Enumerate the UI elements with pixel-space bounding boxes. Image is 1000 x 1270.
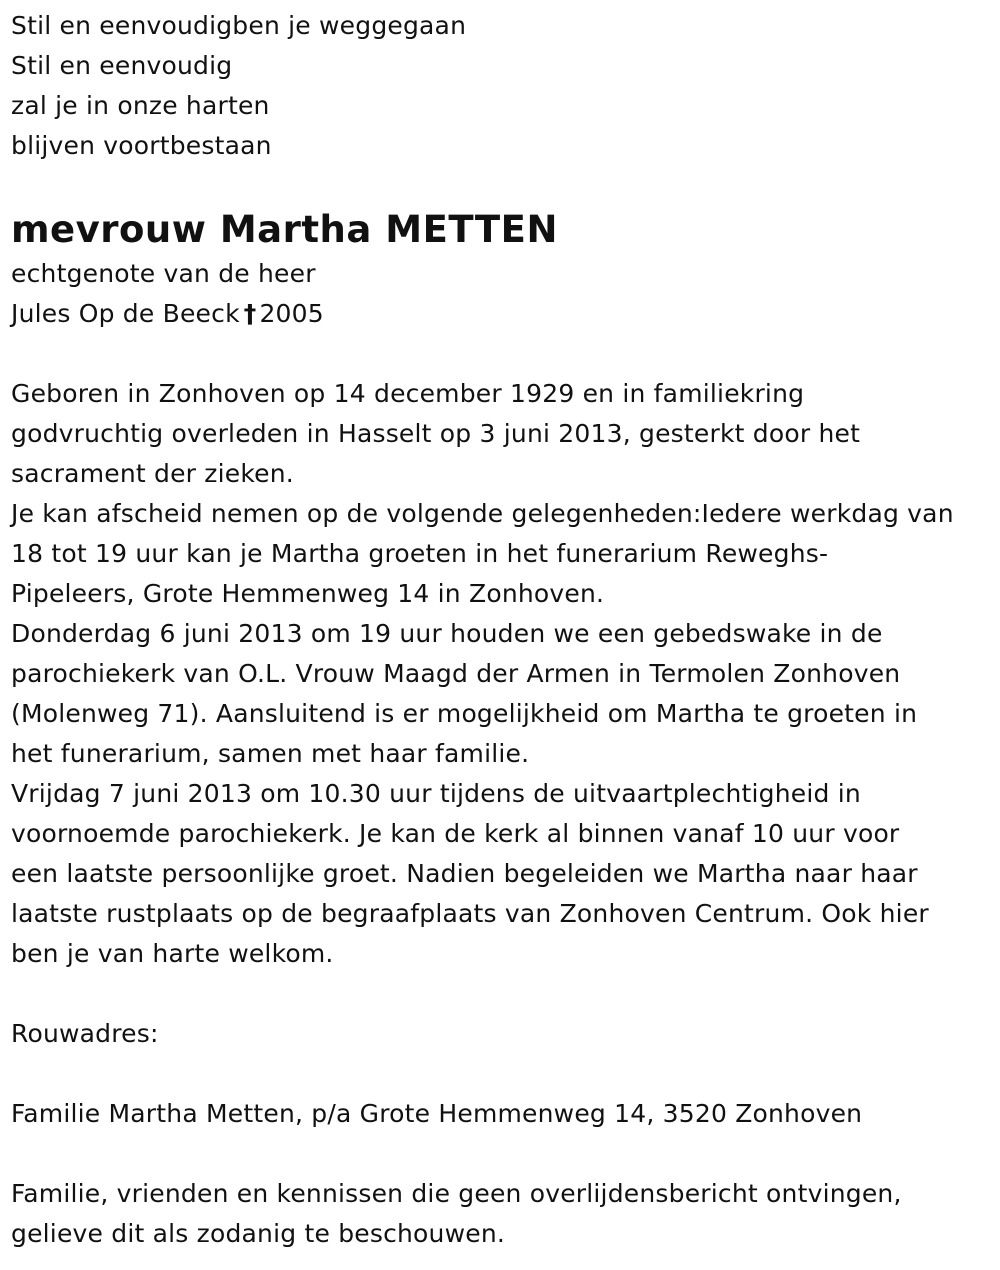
- poem-line: zal je in onze harten: [11, 91, 270, 120]
- spouse-death-year: 2005: [259, 299, 324, 328]
- spouse-info: [11, 254, 990, 334]
- spouse-line: [11, 294, 990, 334]
- closing-line: Familie, vrienden en kennissen die geen overlijdensbericht ontvingen,: [11, 1179, 902, 1208]
- announcement-line: godvruchtig overleden in Hasselt op 3 juni 2013, gesterkt door het: [11, 419, 861, 448]
- poem: [11, 6, 990, 166]
- address-value: Familie Martha Metten, p/a Grote Hemmenweg 14, 3520 Zonhoven: [11, 1099, 863, 1128]
- announcement-line: sacrament der zieken.: [11, 459, 294, 488]
- poem-line: Stil en eenvoudigben je weggegaan: [11, 11, 467, 40]
- spacer: [11, 1054, 990, 1094]
- announcement-line: 18 tot 19 uur kan je Martha groeten in het funerarium Reweghs-: [11, 539, 829, 568]
- announcement-line: ben je van harte welkom.: [11, 939, 334, 968]
- announcement-text: [11, 374, 990, 974]
- closing-line: gelieve dit als zodanig te beschouwen.: [11, 1219, 506, 1248]
- address-label: Rouwadres:: [11, 1019, 159, 1048]
- announcement-line: het funerarium, samen met haar familie.: [11, 739, 530, 768]
- poem-line: blijven voortbestaan: [11, 131, 272, 160]
- announcement-line: Donderdag 6 juni 2013 om 19 uur houden we een gebedswake in de: [11, 619, 883, 648]
- announcement-line: Pipeleers, Grote Hemmenweg 14 in Zonhoven.: [11, 579, 605, 608]
- announcement-line: Geboren in Zonhoven op 14 december 1929 en in familiekring: [11, 379, 805, 408]
- announcement-line: Je kan afscheid nemen op de volgende gelegenheden:Iedere werkdag van: [11, 499, 954, 528]
- cross-icon: †: [243, 299, 257, 328]
- spacer: [11, 334, 990, 374]
- announcement-line: een laatste persoonlijke groet. Nadien begeleiden we Martha naar haar: [11, 859, 918, 888]
- announcement-line: laatste rustplaats op de begraafplaats van Zonhoven Centrum. Ook hier: [11, 899, 929, 928]
- deceased-name: mevrouw Martha METTEN: [11, 208, 558, 251]
- spacer: [11, 974, 990, 1014]
- spacer: [11, 1134, 990, 1174]
- relation-text: echtgenote van de heer: [11, 259, 316, 288]
- announcement-line: (Molenweg 71). Aansluitend is er mogelijkheid om Martha te groeten in: [11, 699, 918, 728]
- closing-text: [11, 1174, 990, 1254]
- announcement-line: parochiekerk van O.L. Vrouw Maagd der Armen in Termolen Zonhoven: [11, 659, 901, 688]
- spouse-name: Jules Op de Beeck: [11, 299, 240, 328]
- poem-line: Stil en eenvoudig: [11, 51, 233, 80]
- announcement-line: voornoemde parochiekerk. Je kan de kerk al binnen vanaf 10 uur voor: [11, 819, 900, 848]
- announcement-line: Vrijdag 7 juni 2013 om 10.30 uur tijdens de uitvaartplechtigheid in: [11, 779, 861, 808]
